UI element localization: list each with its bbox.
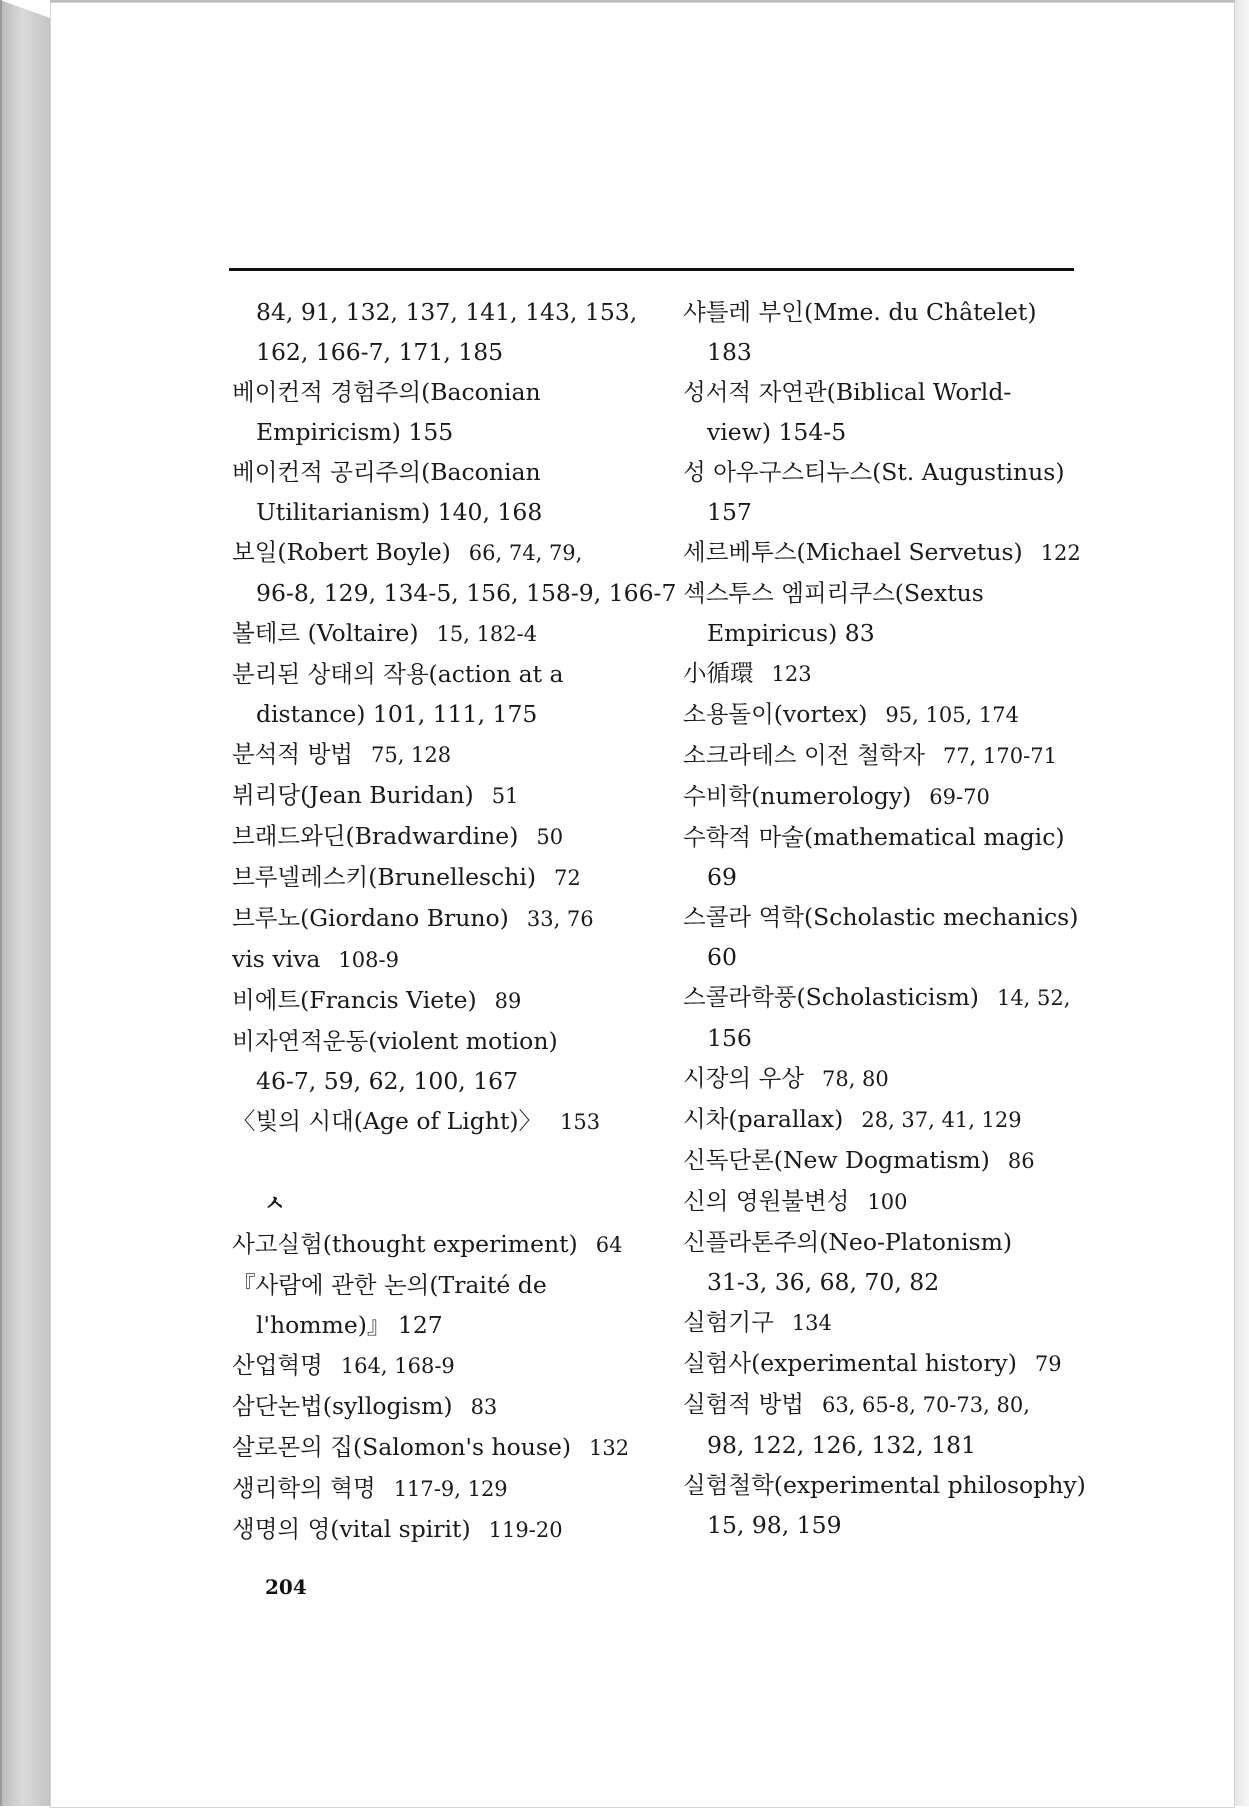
index-term: [232, 857, 672, 898]
index-term: [232, 452, 672, 492]
index-term-text: 신플라톤주의(Neo-Platonism): [683, 1228, 1013, 1256]
index-continuation: 46-7, 59, 62, 100, 167: [256, 1067, 519, 1095]
index-term: [232, 1224, 672, 1265]
index-term: [232, 1386, 672, 1427]
index-term: [683, 1302, 1093, 1343]
index-pages: 108-9: [338, 948, 399, 972]
index-pages: 72: [554, 866, 581, 890]
index-entry: [683, 452, 1093, 532]
index-term: [683, 1384, 1093, 1425]
index-term-text: 산업혁명: [232, 1351, 323, 1379]
index-pages: 28, 37, 41, 129: [861, 1108, 1022, 1132]
index-term-text: 실험철학(experimental philosophy): [683, 1471, 1086, 1499]
index-term-text: 실험기구: [683, 1308, 774, 1336]
index-entry: [232, 372, 672, 452]
index-continuation: 84, 91, 132, 137, 141, 143, 153,: [256, 298, 638, 326]
index-entry: [232, 1021, 672, 1101]
index-term: [232, 372, 672, 412]
index-entry: [683, 653, 1093, 694]
index-term-text: 〈빛의 시대(Age of Light)〉: [232, 1107, 543, 1135]
index-entry: [232, 1101, 672, 1142]
index-term-text: 실험적 방법: [683, 1390, 804, 1418]
index-term: [683, 573, 1093, 613]
index-term-text: 베이컨적 경험주의(Baconian: [232, 378, 541, 406]
index-pages: 64: [595, 1233, 623, 1257]
index-term: [683, 653, 1093, 694]
index-term-text: 사고실험(thought experiment): [232, 1230, 578, 1258]
index-entry: [683, 1222, 1093, 1302]
index-term-text: 실험사(experimental history): [683, 1349, 1017, 1377]
index-pages: 164, 168-9: [340, 1354, 455, 1378]
index-term: [683, 1058, 1093, 1099]
section-gap: [232, 1142, 672, 1184]
index-pages: 122: [1040, 541, 1081, 565]
index-continuation: 31-3, 36, 68, 70, 82: [707, 1268, 940, 1296]
index-term-text: 시차(parallax): [683, 1105, 844, 1133]
index-term: [232, 898, 672, 939]
index-pages: 95, 105, 174: [885, 703, 1019, 727]
index-entry: [683, 1181, 1093, 1222]
index-term: [683, 897, 1093, 937]
index-term-text: 비에트(Francis Viete): [232, 986, 477, 1014]
index-pages: 63, 65-8, 70-73, 80,: [821, 1393, 1030, 1417]
page-number: 204: [265, 1575, 307, 1599]
index-term: [683, 776, 1093, 817]
index-pages: 153: [560, 1110, 601, 1134]
index-pages: 14, 52,: [996, 986, 1071, 1010]
index-term-text: 수학적 마술(mathematical magic): [683, 823, 1065, 851]
index-entry: [683, 1302, 1093, 1343]
index-term: [232, 1345, 672, 1386]
index-term: [683, 532, 1093, 573]
index-pages: 100: [867, 1190, 908, 1214]
index-term: [683, 1465, 1093, 1505]
index-term: [683, 1181, 1093, 1222]
index-term-text: 볼테르 (Voltaire): [232, 619, 419, 647]
index-entry: [683, 1343, 1093, 1384]
index-pages: 79: [1034, 1352, 1062, 1376]
index-continuation: 96-8, 129, 134-5, 156, 158-9, 166-7: [256, 579, 677, 607]
index-term-text: 뷔리당(Jean Buridan): [232, 781, 474, 809]
section-heading: ㅅ: [264, 1191, 286, 1217]
index-entry: [232, 1509, 672, 1550]
index-term-text: 小循環: [683, 659, 754, 687]
index-entry: [232, 857, 672, 898]
index-pages: 33, 76: [526, 907, 594, 931]
index-term-text: 샤틀레 부인(Mme. du Châtelet): [683, 298, 1037, 326]
index-term: [232, 1101, 672, 1142]
index-term-text: 수비학(numerology): [683, 782, 912, 810]
index-term-text: 신독단론(New Dogmatism): [683, 1146, 990, 1174]
index-term-text: vis viva: [232, 945, 321, 973]
index-entry: [232, 654, 672, 734]
index-pages: 123: [771, 662, 812, 686]
index-entry: [232, 1224, 672, 1265]
index-term: [683, 1140, 1093, 1181]
index-entry: [683, 977, 1093, 1058]
index-term: [683, 977, 1093, 1018]
index-term-text: 세르베투스(Michael Servetus): [683, 538, 1023, 566]
index-term-text: 스콜라학풍(Scholasticism): [683, 983, 979, 1011]
index-term: [683, 452, 1093, 492]
index-entry: [232, 1427, 672, 1468]
index-entry: [683, 532, 1093, 573]
index-pages: 119-20: [488, 1518, 563, 1542]
index-pages: 77, 170-71: [942, 744, 1057, 768]
index-continuation: view) 154-5: [707, 418, 847, 446]
index-pages: 78, 80: [821, 1067, 889, 1091]
index-term: [232, 1427, 672, 1468]
index-pages: 132: [589, 1436, 630, 1460]
index-term-text: 생리학의 혁명: [232, 1474, 376, 1502]
index-continuation: 60: [707, 943, 737, 971]
index-continuation: l'homme)』 127: [256, 1311, 443, 1339]
index-continuation: Empiricus) 83: [707, 619, 875, 647]
index-continuation: Empiricism) 155: [256, 418, 454, 446]
index-term-text: 분리된 상태의 작용(action at a: [232, 660, 564, 688]
index-term-text: 성서적 자연관(Biblical World-: [683, 378, 1012, 406]
index-term: [232, 734, 672, 775]
index-continuation: 69: [707, 863, 737, 891]
index-term: [232, 939, 672, 980]
index-entry: [232, 613, 672, 654]
index-term-text: 소크라테스 이전 철학자: [683, 741, 925, 769]
index-term-text: 비자연적운동(violent motion): [232, 1027, 558, 1055]
index-term: [232, 613, 672, 654]
index-term-text: 베이컨적 공리주의(Baconian: [232, 458, 541, 486]
index-pages: 86: [1007, 1149, 1035, 1173]
index-entry: [232, 775, 672, 816]
index-entry: [683, 776, 1093, 817]
index-continuation: 156: [707, 1024, 752, 1052]
index-pages: 134: [791, 1311, 832, 1335]
index-entry: [232, 1265, 672, 1345]
index-continuation: distance) 101, 111, 175: [256, 700, 538, 728]
index-term: [232, 1509, 672, 1550]
index-pages: 89: [494, 989, 522, 1013]
index-term-text: 브루노(Giordano Bruno): [232, 904, 509, 932]
index-continuation: 162, 166-7, 171, 185: [256, 338, 504, 366]
index-entry: [232, 1386, 672, 1427]
index-term-text: 브루넬레스키(Brunelleschi): [232, 863, 537, 891]
index-pages: 50: [536, 825, 564, 849]
index-pages: 51: [491, 784, 519, 808]
index-term: [232, 980, 672, 1021]
index-term-text: 섹스투스 엠피리쿠스(Sextus: [683, 579, 984, 607]
index-term: [232, 1468, 672, 1509]
index-term-text: 살로몬의 집(Salomon's house): [232, 1433, 572, 1461]
index-term-text: 소용돌이(vortex): [683, 700, 868, 728]
index-pages: 69-70: [929, 785, 990, 809]
index-pages: 66, 74, 79,: [468, 541, 583, 565]
index-term-text: 브래드와딘(Bradwardine): [232, 822, 519, 850]
index-pages: 15, 182-4: [436, 622, 538, 646]
index-entry: [232, 292, 672, 372]
index-column-right: [683, 292, 1093, 1545]
index-term-text: 삼단논법(syllogism): [232, 1392, 453, 1420]
index-term: [683, 1099, 1093, 1140]
index-entry: [683, 817, 1093, 897]
index-entry: [232, 734, 672, 775]
index-continuation: Utilitarianism) 140, 168: [256, 498, 543, 526]
index-continuation: 157: [707, 498, 752, 526]
index-entry: [232, 980, 672, 1021]
index-term-text: 성 아우구스티누스(St. Augustinus): [683, 458, 1065, 486]
index-entry: [683, 735, 1093, 776]
index-term-text: 『사람에 관한 논의(Traité de: [232, 1271, 547, 1299]
index-entry: [683, 1465, 1093, 1545]
index-term: [232, 1265, 672, 1305]
index-continuation: 15, 98, 159: [707, 1511, 842, 1539]
index-entry: [232, 532, 677, 613]
index-entry: [232, 898, 672, 939]
index-term: [683, 694, 1093, 735]
index-term: [232, 654, 672, 694]
index-pages: 83: [470, 1395, 498, 1419]
index-entry: [683, 897, 1093, 977]
index-entry: [232, 816, 672, 857]
index-term: [683, 372, 1093, 412]
index-entry: [232, 1468, 672, 1509]
book-spine: [0, 0, 50, 1806]
index-term-text: 신의 영원불변성: [683, 1187, 850, 1215]
index-term: [232, 775, 672, 816]
index-entry: [683, 372, 1093, 452]
index-term-text: 생명의 영(vital spirit): [232, 1515, 471, 1543]
index-term: [232, 816, 672, 857]
index-pages: 75, 128: [370, 743, 452, 767]
index-entry: [683, 1140, 1093, 1181]
index-entry: [683, 1058, 1093, 1099]
index-column-left: [232, 292, 677, 1550]
index-term: [683, 292, 1093, 332]
index-term-text: 스콜라 역학(Scholastic mechanics): [683, 903, 1079, 931]
index-continuation: 183: [707, 338, 752, 366]
index-entry: [683, 573, 1093, 653]
index-term-text: 보일(Robert Boyle): [232, 538, 451, 566]
index-entry: [683, 694, 1093, 735]
header-rule: [229, 268, 1074, 271]
index-term: [683, 1343, 1093, 1384]
index-term-text: 분석적 방법: [232, 740, 353, 768]
index-entry: [232, 452, 672, 532]
index-term: [232, 532, 672, 573]
index-pages: 117-9, 129: [393, 1477, 508, 1501]
index-entry: [683, 1099, 1093, 1140]
index-entry: [683, 1384, 1093, 1465]
index-entry: [232, 939, 672, 980]
index-term: [683, 735, 1093, 776]
spine-edge: [0, 0, 2, 1806]
index-entry: [232, 1345, 672, 1386]
index-entry: [683, 292, 1093, 372]
index-term-text: 시장의 우상: [683, 1064, 804, 1092]
index-term: [683, 817, 1093, 857]
index-term: [232, 1021, 672, 1061]
index-term: [683, 1222, 1093, 1262]
index-continuation: 98, 122, 126, 132, 181: [707, 1431, 977, 1459]
page-edge: [1235, 0, 1249, 1806]
